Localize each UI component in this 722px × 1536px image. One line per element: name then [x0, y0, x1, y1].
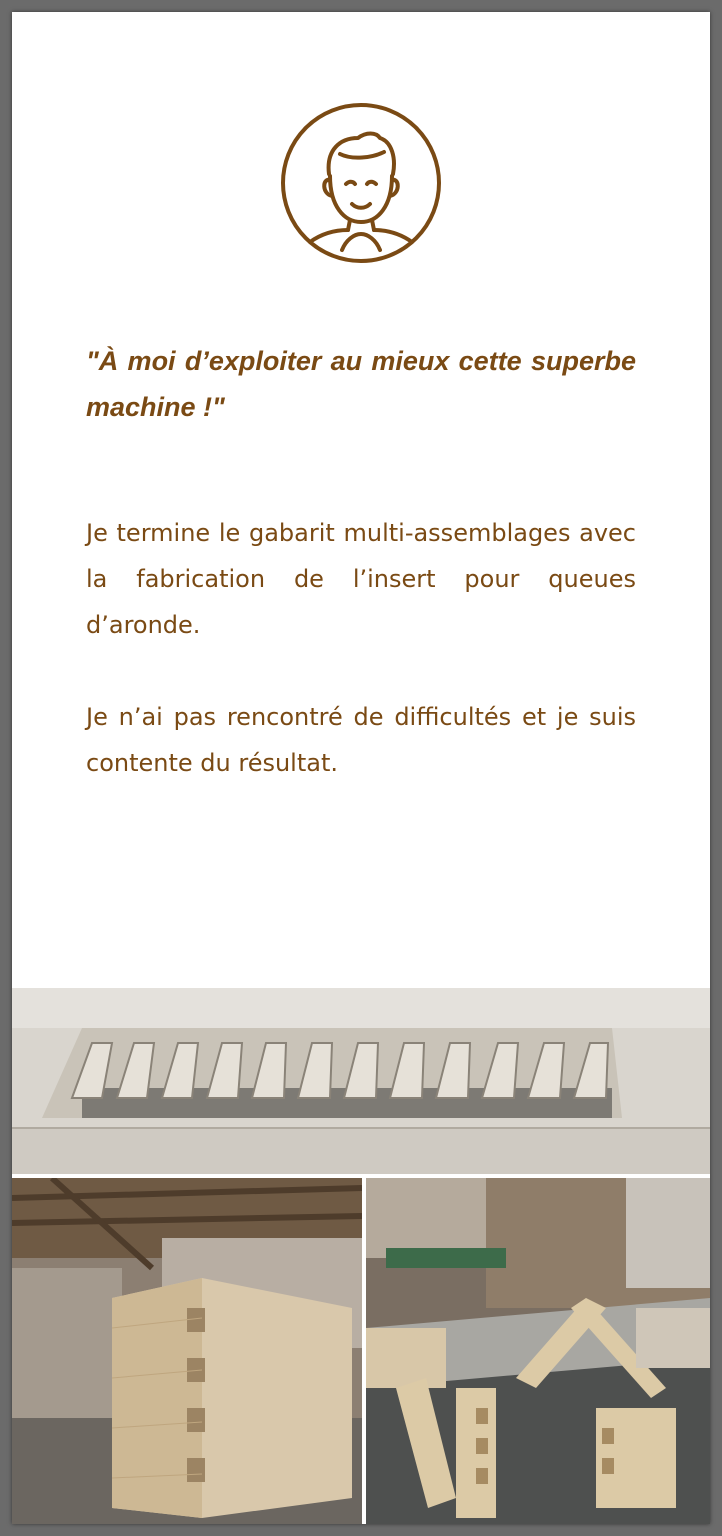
photo-dovetail-jig [12, 988, 710, 1174]
user-avatar-icon [280, 102, 442, 264]
testimonial-card [12, 12, 710, 1524]
photo-box-joint-board [12, 1178, 362, 1524]
body-paragraph-2: Je n’ai pas rencontré de difficultés et je suis contente du résultat. [86, 703, 636, 777]
photo-box-joint-pieces [366, 1178, 710, 1524]
body-paragraph-1: Je termine le gabarit multi-assemblages avec la fabrication de l’insert pour queues d’aronde. [86, 519, 636, 639]
testimonial-quote: "À moi d’exploiter au mieux cette superbe machine !" [86, 346, 636, 422]
